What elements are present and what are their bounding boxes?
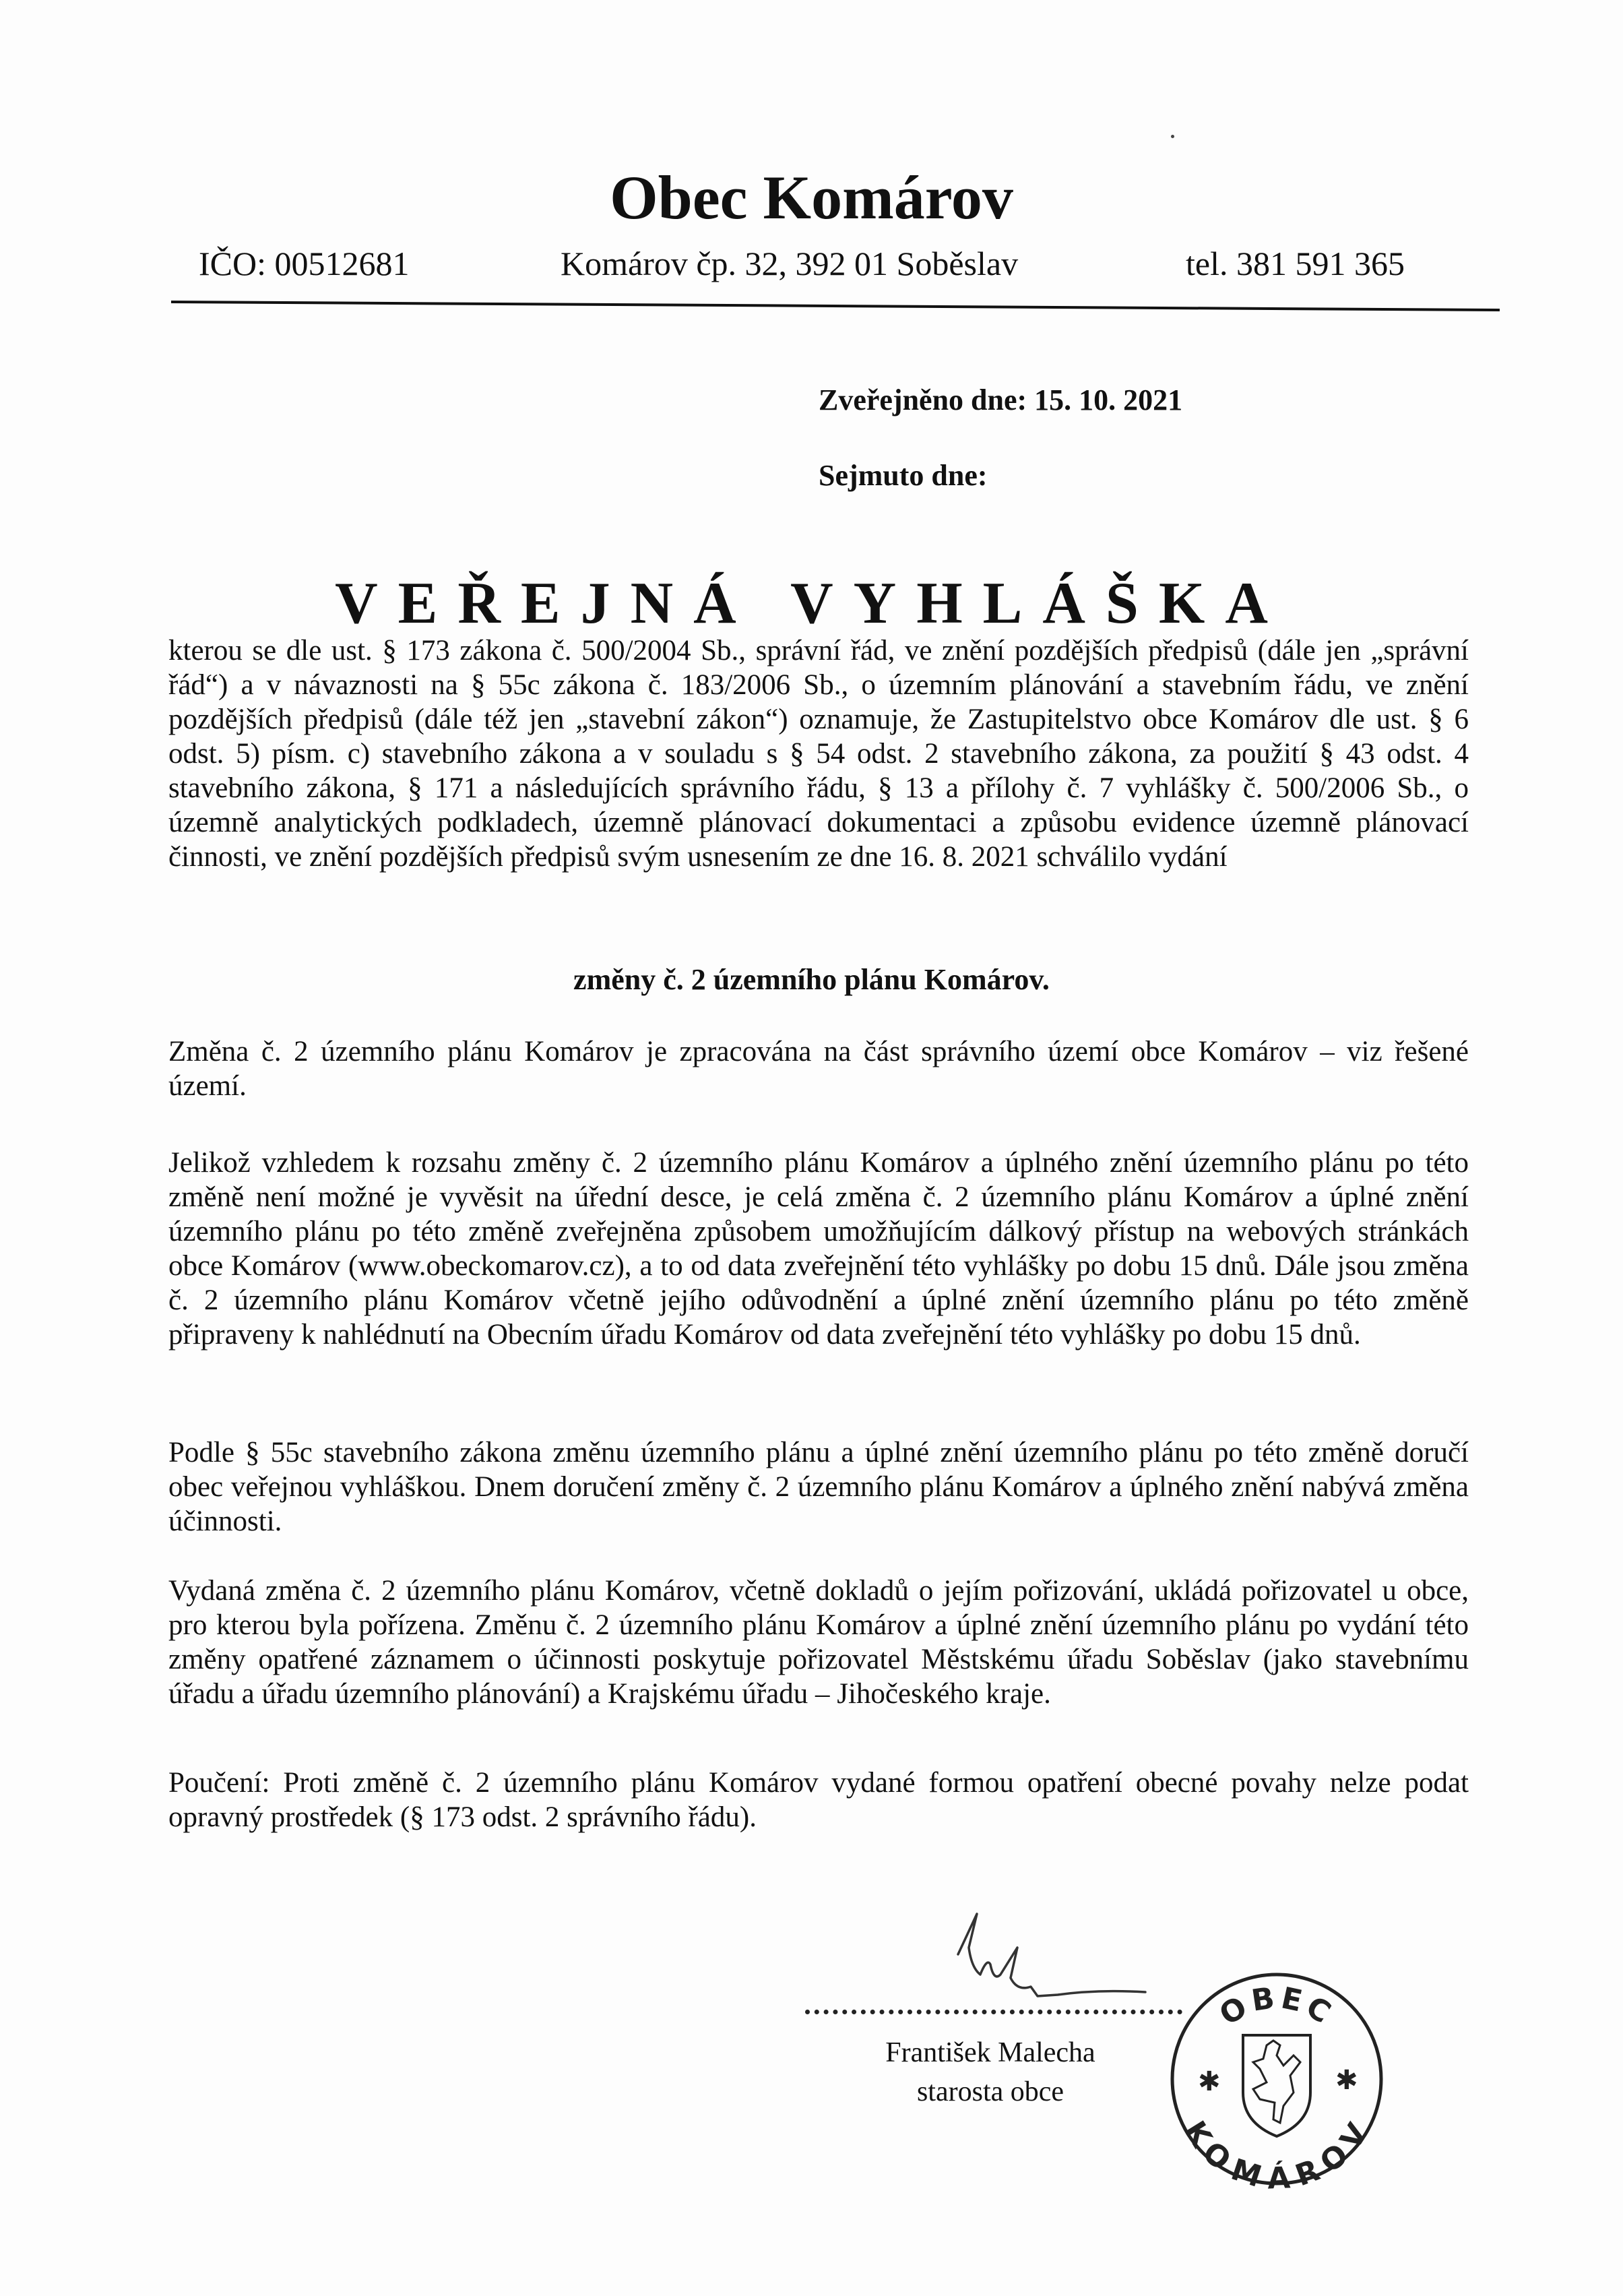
coat-of-arms-lion-icon <box>1243 2035 1310 2136</box>
stamp-asterisk-left-icon: ✱ <box>1198 2066 1221 2097</box>
subject-heading: změny č. 2 územního plánu Komárov. <box>573 963 1050 996</box>
signatory-name: František Malecha <box>885 2037 1095 2068</box>
signature-line <box>805 2010 1182 2014</box>
stamp-bottom-text: KOMÁROV <box>1177 2115 1376 2190</box>
stamp-asterisk-right-icon: ✱ <box>1335 2065 1358 2096</box>
signatory-role: starosta obce <box>916 2076 1064 2107</box>
published-date: Zveřejněno dne: 15. 10. 2021 <box>819 383 1183 416</box>
paragraph-scope: Změna č. 2 územního plánu Komárov je zpracována na část správního území obce Komárov – viz řešené území. <box>168 1036 1469 1102</box>
removed-date: Sejmuto dne: <box>819 459 988 492</box>
paragraph-storage: Vydaná změna č. 2 územního plánu Komárov, včetně dokladů o jejím pořizování, ukládá pořizovatel u obce, pro kterou byla pořízena. Změnu č. 2 územního plánu Komárov a úplné znění územního plánu po vydání této změny opatřené záznamem o účinnosti poskytuje pořizovatel Městskému úřadu Soběslav (jako stavebnímu úřadu a úřadu územního plánování) a Krajskému úřadu – Jihočeského kraje. <box>168 1575 1469 1710</box>
company-id: IČO: 00512681 <box>199 245 410 282</box>
phone: tel. 381 591 365 <box>1186 245 1405 282</box>
paragraph-instruction: Poučení: Proti změně č. 2 územního plánu Komárov vydané formou opatření obecné povahy nelze podat opravný prostředek (§ 173 odst. 2 správního řádu). <box>168 1767 1469 1833</box>
paragraph-publication: Jelikož vzhledem k rozsahu změny č. 2 územního plánu Komárov a úplného znění územního plánu po této změně není možné je vyvěsit na úřední desce, je celá změna č. 2 územního plánu Komárov a úplné znění územního plánu po této změně zveřejněna způsobem umožňujícím dálkový přístup na webových stránkách obce Komárov (www.obeckomarov.cz), a to od data zveřejnění této vyhlášky po dobu 15 dnů. Dále jsou změna č. 2 územního plánu Komárov včetně jejího odůvodnění a úplné znění územního plánu po této změně připraveny k nahlédnutí na Obecním úřadu Komárov od data zveřejnění této vyhlášky po dobu 15 dnů. <box>168 1147 1469 1351</box>
municipal-stamp <box>1166 1968 1388 2190</box>
municipality-title: Obec Komárov <box>610 163 1013 232</box>
address: Komárov čp. 32, 392 01 Soběslav <box>561 245 1019 282</box>
scan-speck <box>1171 135 1174 138</box>
intro-paragraph: kterou se dle ust. § 173 zákona č. 500/2004 Sb., správní řád, ve znění pozdějších předpisů (dále jen „správní řád“) a v návaznosti na § 55c zákona č. 183/2006 Sb., o územním plánování a stavebním řádu, ve znění pozdějších předpisů (dále též jen „stavební zákon“) oznamuje, že Zastupitelstvo obce Komárov dle ust. § 6 odst. 5) písm. c) stavebního zákona a v souladu s § 54 odst. 2 stavebního zákona, za použití § 43 odst. 4 stavebního zákona, § 171 a následujících správního řádu, § 13 a přílohy č. 7 vyhlášky č. 500/2006 Sb., o územně analytických podkladech, územně plánovací dokumentaci a způsobu evidence územně plánovací činnosti, ve znění pozdějších předpisů svým usnesením ze dne 16. 8. 2021 schválilo vydání <box>168 635 1469 873</box>
paragraph-delivery: Podle § 55c stavebního zákona změnu územního plánu a úplné znění územního plánu po této změně doručí obec veřejnou vyhláškou. Dnem doručení změny č. 2 územního plánu Komárov a úplného znění nabývá změna účinnosti. <box>168 1437 1469 1537</box>
header-divider <box>171 301 1500 311</box>
document-heading: VEŘEJNÁ VYHLÁŠKA <box>335 571 1288 636</box>
stamp-top-text: OBEC <box>1213 1980 1341 2033</box>
